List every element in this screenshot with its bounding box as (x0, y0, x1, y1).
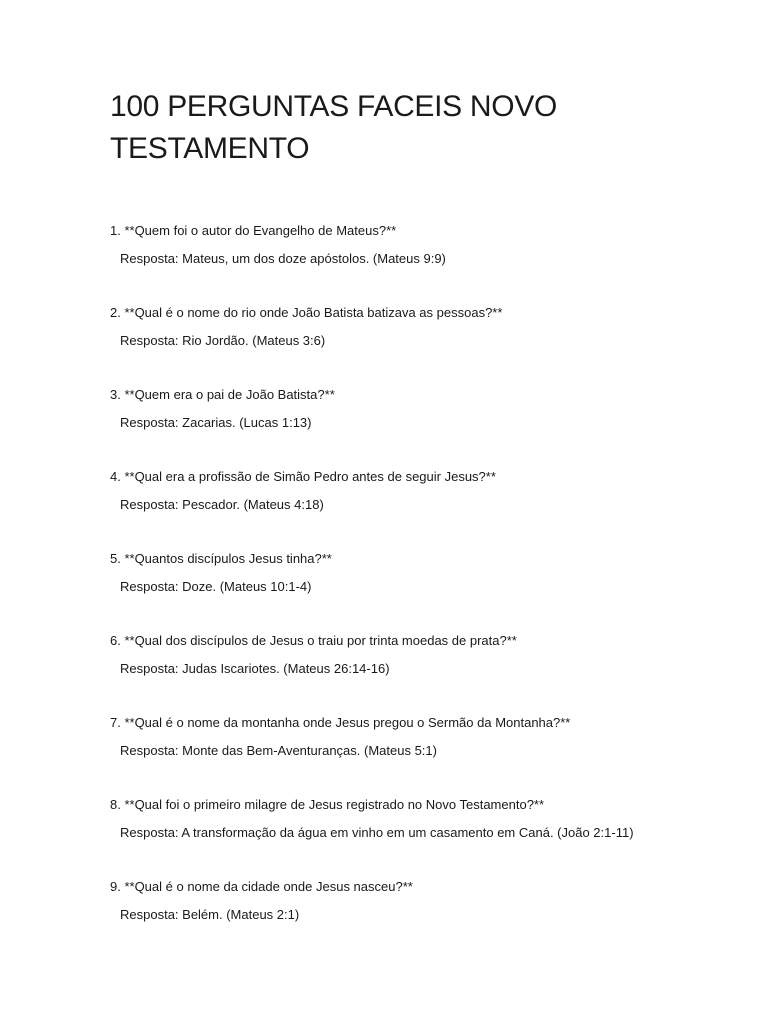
answer-text: Resposta: Belém. (Mateus 2:1) (120, 907, 300, 922)
question-text: 2. **Qual é o nome do rio onde João Batista batizava as pessoas?** (110, 305, 503, 320)
question-text: 8. **Qual foi o primeiro milagre de Jesus registrado no Novo Testamento?** (110, 797, 545, 812)
question-item (110, 549, 730, 631)
answer-text: Resposta: A transformação da água em vinho em um casamento em Caná. (João 2:1-11) (120, 825, 634, 840)
question-item (110, 795, 730, 877)
question-item (110, 385, 730, 467)
question-text: 7. **Qual é o nome da montanha onde Jesus pregou o Sermão da Montanha?** (110, 715, 571, 730)
question-item (110, 631, 730, 713)
answer-text: Resposta: Rio Jordão. (Mateus 3:6) (120, 333, 326, 348)
question-item (110, 303, 730, 385)
document-title: 100 PERGUNTAS FACEIS NOVO TESTAMENTO (110, 90, 558, 165)
answer-text: Resposta: Pescador. (Mateus 4:18) (120, 497, 324, 512)
question-text: 9. **Qual é o nome da cidade onde Jesus nasceu?** (110, 879, 413, 894)
answer-text: Resposta: Zacarias. (Lucas 1:13) (120, 415, 312, 430)
question-text: 4. **Qual era a profissão de Simão Pedro antes de seguir Jesus?** (110, 469, 496, 484)
question-list (110, 221, 730, 959)
question-item (110, 877, 730, 959)
answer-text: Resposta: Monte das Bem-Aventuranças. (Mateus 5:1) (120, 743, 437, 758)
question-text: 6. **Qual dos discípulos de Jesus o traiu por trinta moedas de prata?** (110, 633, 517, 648)
question-item (110, 467, 730, 549)
question-item (110, 713, 730, 795)
answer-text: Resposta: Judas Iscariotes. (Mateus 26:14-16) (120, 661, 390, 676)
question-text: 5. **Quantos discípulos Jesus tinha?** (110, 551, 332, 566)
answer-text: Resposta: Mateus, um dos doze apóstolos. (Mateus 9:9) (120, 251, 446, 266)
question-text: 3. **Quem era o pai de João Batista?** (110, 387, 335, 402)
answer-text: Resposta: Doze. (Mateus 10:1-4) (120, 579, 312, 594)
question-item (110, 221, 730, 303)
question-text: 1. **Quem foi o autor do Evangelho de Mateus?** (110, 223, 397, 238)
